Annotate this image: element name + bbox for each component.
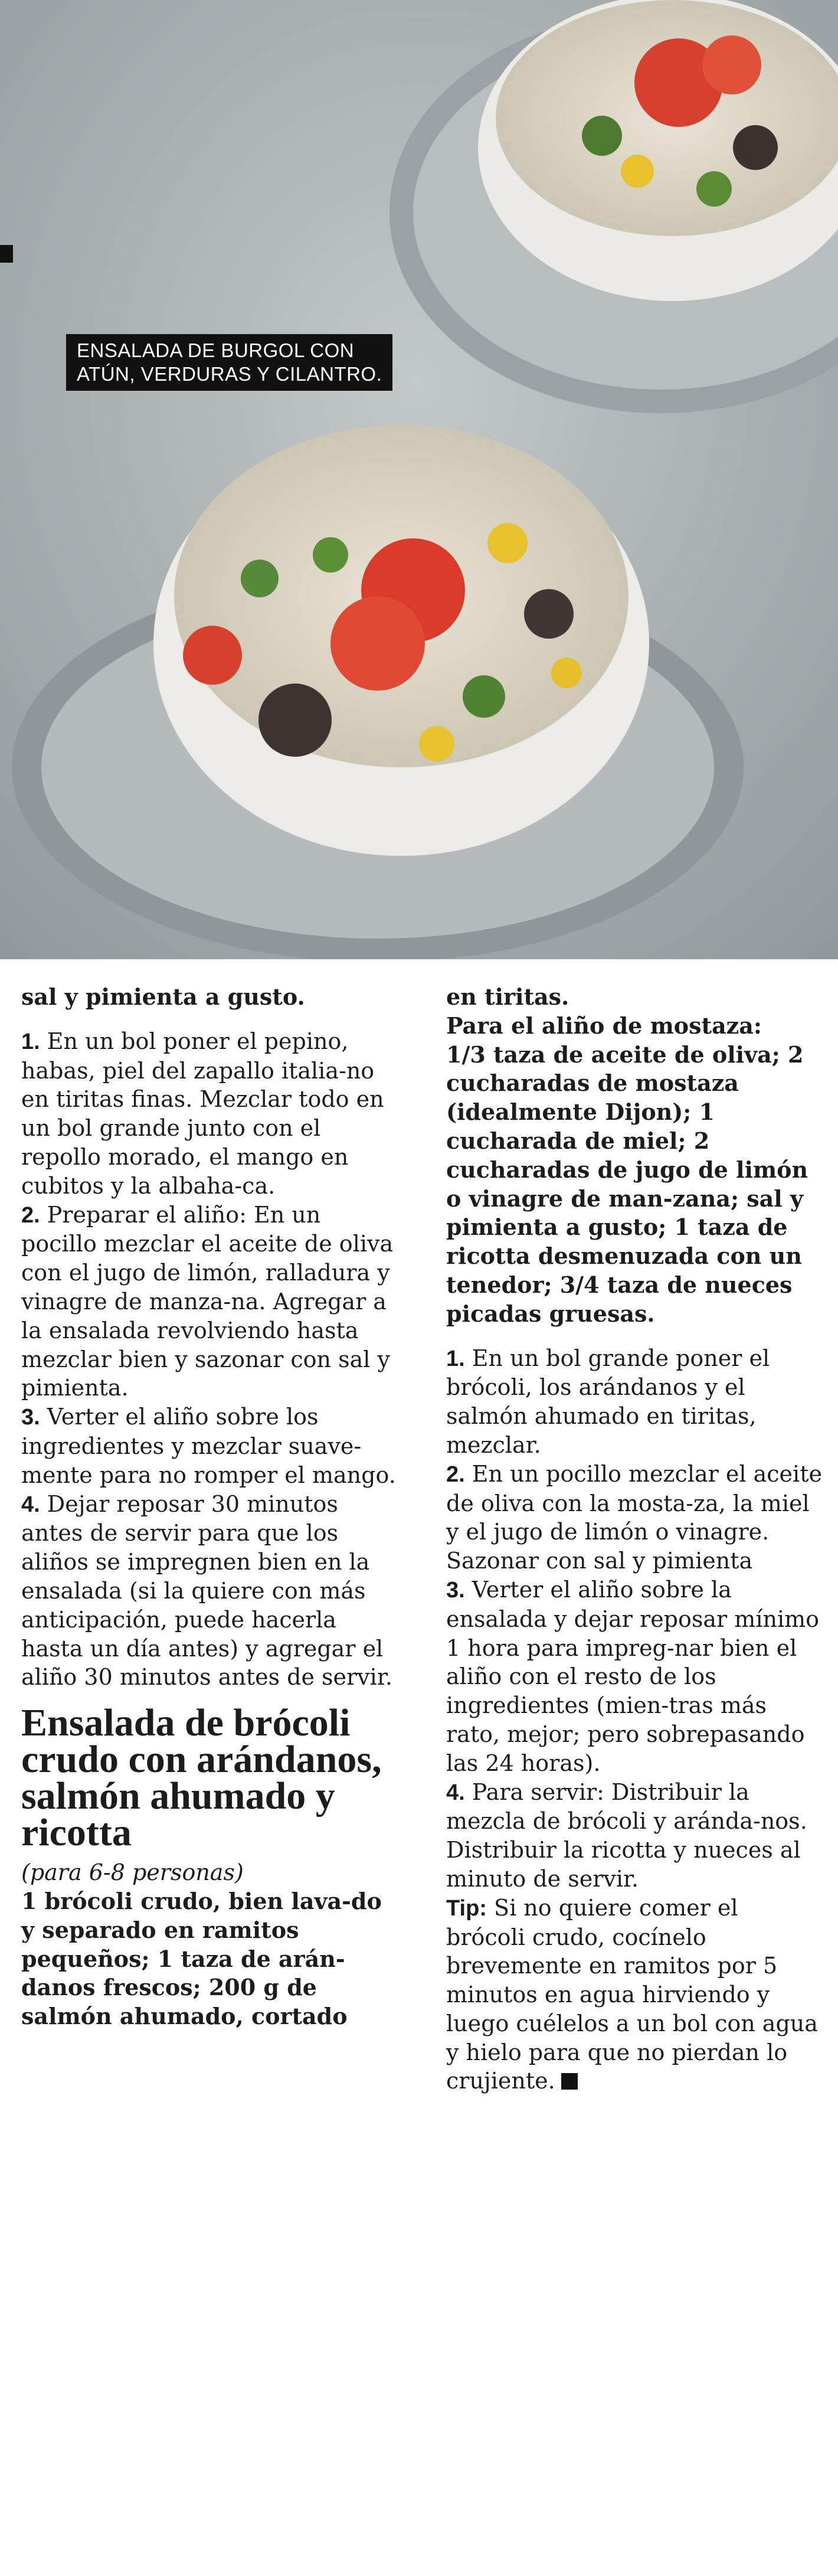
step-2: 2. Preparar el aliño: En un pocillo mezclar el aceite de oliva con el jugo de limón, ralladura y vinagre de manza-na. Agregar a la ensalada revolviendo hasta mezclar bien y sazonar con sal y pimienta.: [21, 1201, 394, 1401]
step-1: 1. En un bol poner el pepino, habas, piel del zapallo italia-no en tiritas finas. Mezclar todo en un bol grande junto con el repollo morado, el mango en cubitos y la albaha-ca.: [21, 1028, 384, 1199]
tip-label: Tip:: [446, 1895, 487, 1921]
dressing-heading: Para el aliño de mostaza:: [446, 1012, 762, 1039]
salad-photo: [0, 0, 838, 959]
ingredients-continued: en tiritas.: [446, 983, 569, 1010]
servings: (para 6-8 personas): [21, 1859, 244, 1886]
step-3: 3. Verter el aliño sobre los ingredientes y mezclar suave-mente para no romper el mango.: [21, 1404, 396, 1488]
step-2: 2. En un pocillo mezclar el aceite de oliva con la mosta-za, la miel y el jugo de limón o vinagre. Sazonar con sal y pimienta: [446, 1460, 822, 1574]
dressing-ingredients: 1/3 taza de aceite de oliva; 2 cucharadas de mostaza (idealmente Dijon); 1 cucharada de miel; 2 cucharadas de jugo de limón o vinagre de man-zana; sal y pimienta a gusto; 1 taza de ricotta desmenuzada con un tenedor; 3/4 taza de nueces picadas gruesas.: [446, 1041, 808, 1327]
salad-bowls-illustration: [0, 0, 838, 959]
step-1: 1. En un bol grande poner el brócoli, los arándanos y el salmón ahumado en tiritas, mezclar.: [446, 1345, 770, 1458]
tip: [446, 1894, 824, 2096]
step-4: 4. Dejar reposar 30 minutos antes de servir para que los aliños se impregnen bien en la ensalada (si la quiere con más anticipación, puede hacerla hasta un día antes) y agregar el aliño 30 minutos antes de servir.: [21, 1490, 392, 1691]
previous-ingredients-end: sal y pimienta a gusto.: [21, 983, 305, 1010]
page-edge-marker: [0, 245, 13, 263]
step-3: 3. Verter el aliño sobre la ensalada y dejar reposar mínimo 1 hora para impreg-nar bien el aliño con el resto de los ingredientes (mien-tras más rato, mejor; pero sobrepasando las 24 horas).: [446, 1576, 820, 1776]
step-4: 4. Para servir: Distribuir la mezcla de brócoli y aránda-nos. Distribuir la ricotta y nueces al minuto de servir.: [446, 1779, 807, 1892]
tip-text: Si no quiere comer el brócoli crudo, cocínelo brevemente en ramitos por 5 minutos en agua hirviendo y luego cuélelos a un bol con agua y hielo para que no pierdan lo crujiente.: [446, 1894, 818, 2094]
ingredients: 1 brócoli crudo, bien lava-do y separado en ramitos pequeños; 1 taza de arán-danos frescos; 200 g de salmón ahumado, cortado: [21, 1887, 382, 2030]
caption-line-2: ATÚN, VERDURAS Y CILANTRO.: [77, 363, 382, 385]
right-column: [446, 983, 824, 2096]
end-of-article-mark: [561, 2073, 578, 2090]
left-column: [21, 983, 399, 2031]
recipe-title: Ensalada de brócoli crudo con arándanos, salmón ahumado y ricotta: [21, 1701, 382, 1855]
caption-line-1: ENSALADA DE BURGOL CON: [77, 339, 355, 361]
photo-caption: [66, 334, 392, 391]
